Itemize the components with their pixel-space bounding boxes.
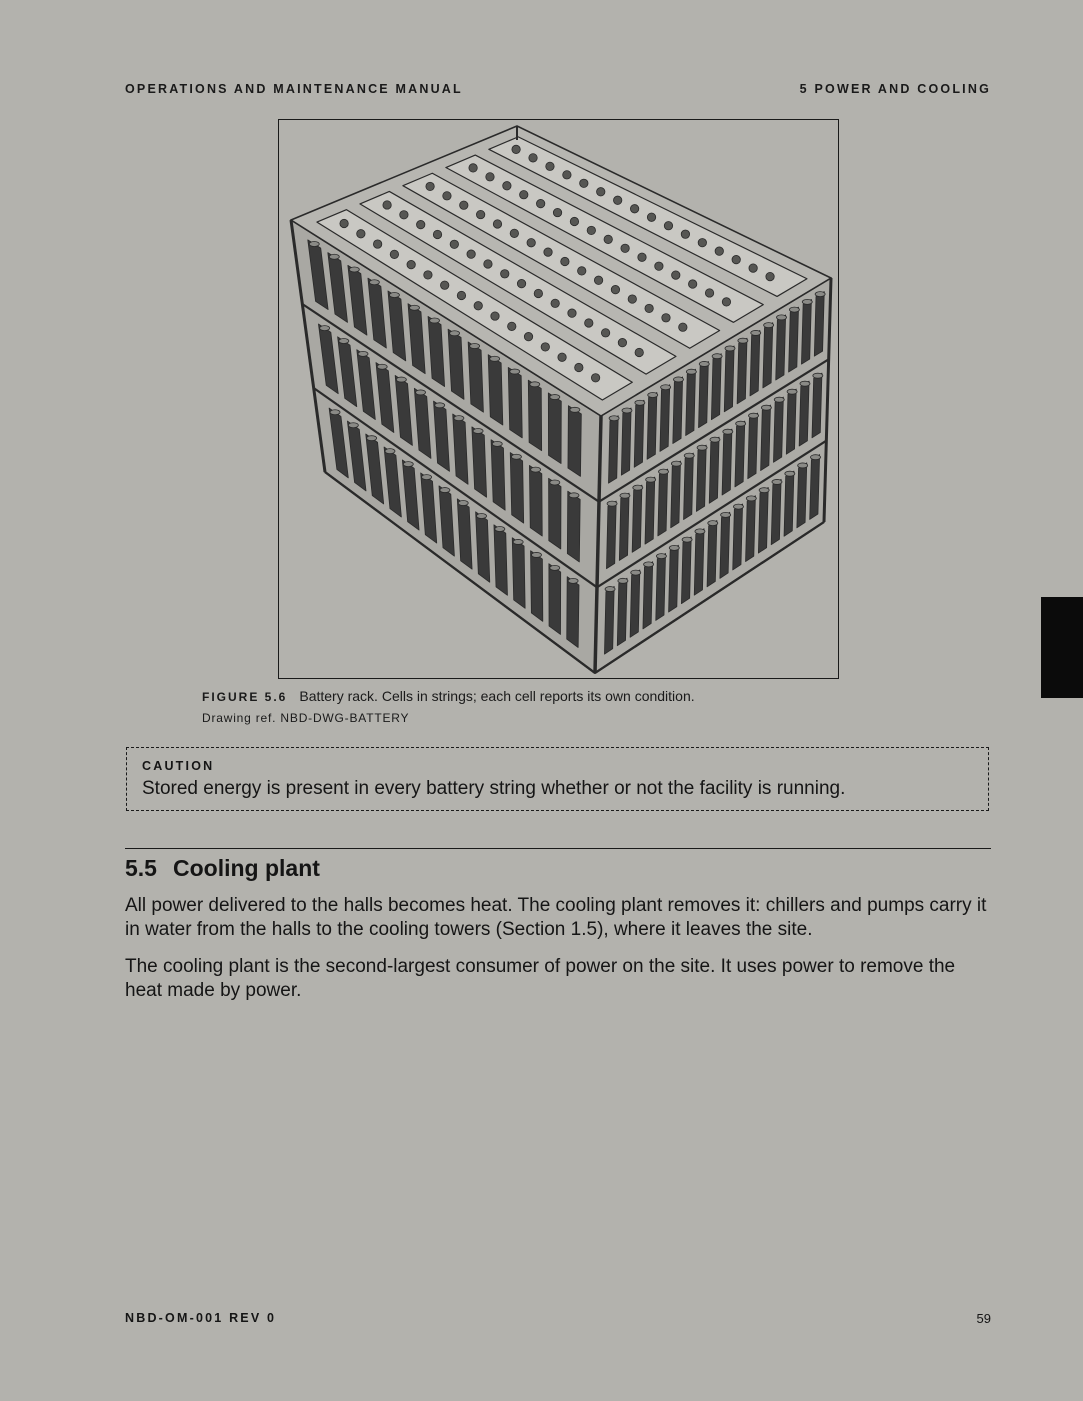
running-header-right: 5 POWER AND COOLING <box>799 82 991 96</box>
caution-box <box>126 747 989 811</box>
running-header-left: OPERATIONS AND MAINTENANCE MANUAL <box>125 82 463 96</box>
section-heading <box>125 855 320 882</box>
body-paragraph: All power delivered to the halls becomes heat. The cooling plant removes it: chillers and pumps carry it in water from the halls to the cooling towers (Section 1.5), where it leaves the site. <box>125 895 987 940</box>
footer-document-id: NBD-OM-001 REV 0 <box>125 1311 277 1325</box>
chapter-thumb-tab <box>1041 597 1083 698</box>
section-number: 5.5 <box>125 855 157 881</box>
figure-caption <box>202 688 695 704</box>
body-paragraph: The cooling plant is the second-largest consumer of power on the site. It uses power to remove the heat made by power. <box>125 956 956 1001</box>
drawing-reference: Drawing ref. NBD-DWG-BATTERY <box>202 711 410 725</box>
caution-text: Stored energy is present in every battery string whether or not the facility is running. <box>142 778 846 799</box>
page-number: 59 <box>976 1311 991 1326</box>
battery-rack-figure <box>278 119 839 679</box>
figure-caption-text: Battery rack. Cells in strings; each cell reports its own condition. <box>299 688 695 704</box>
section-divider <box>125 848 991 849</box>
figure-label: FIGURE 5.6 <box>202 690 288 704</box>
battery-rack-illustration <box>279 120 838 678</box>
section-title: Cooling plant <box>172 855 320 881</box>
caution-title: CAUTION <box>142 759 215 773</box>
